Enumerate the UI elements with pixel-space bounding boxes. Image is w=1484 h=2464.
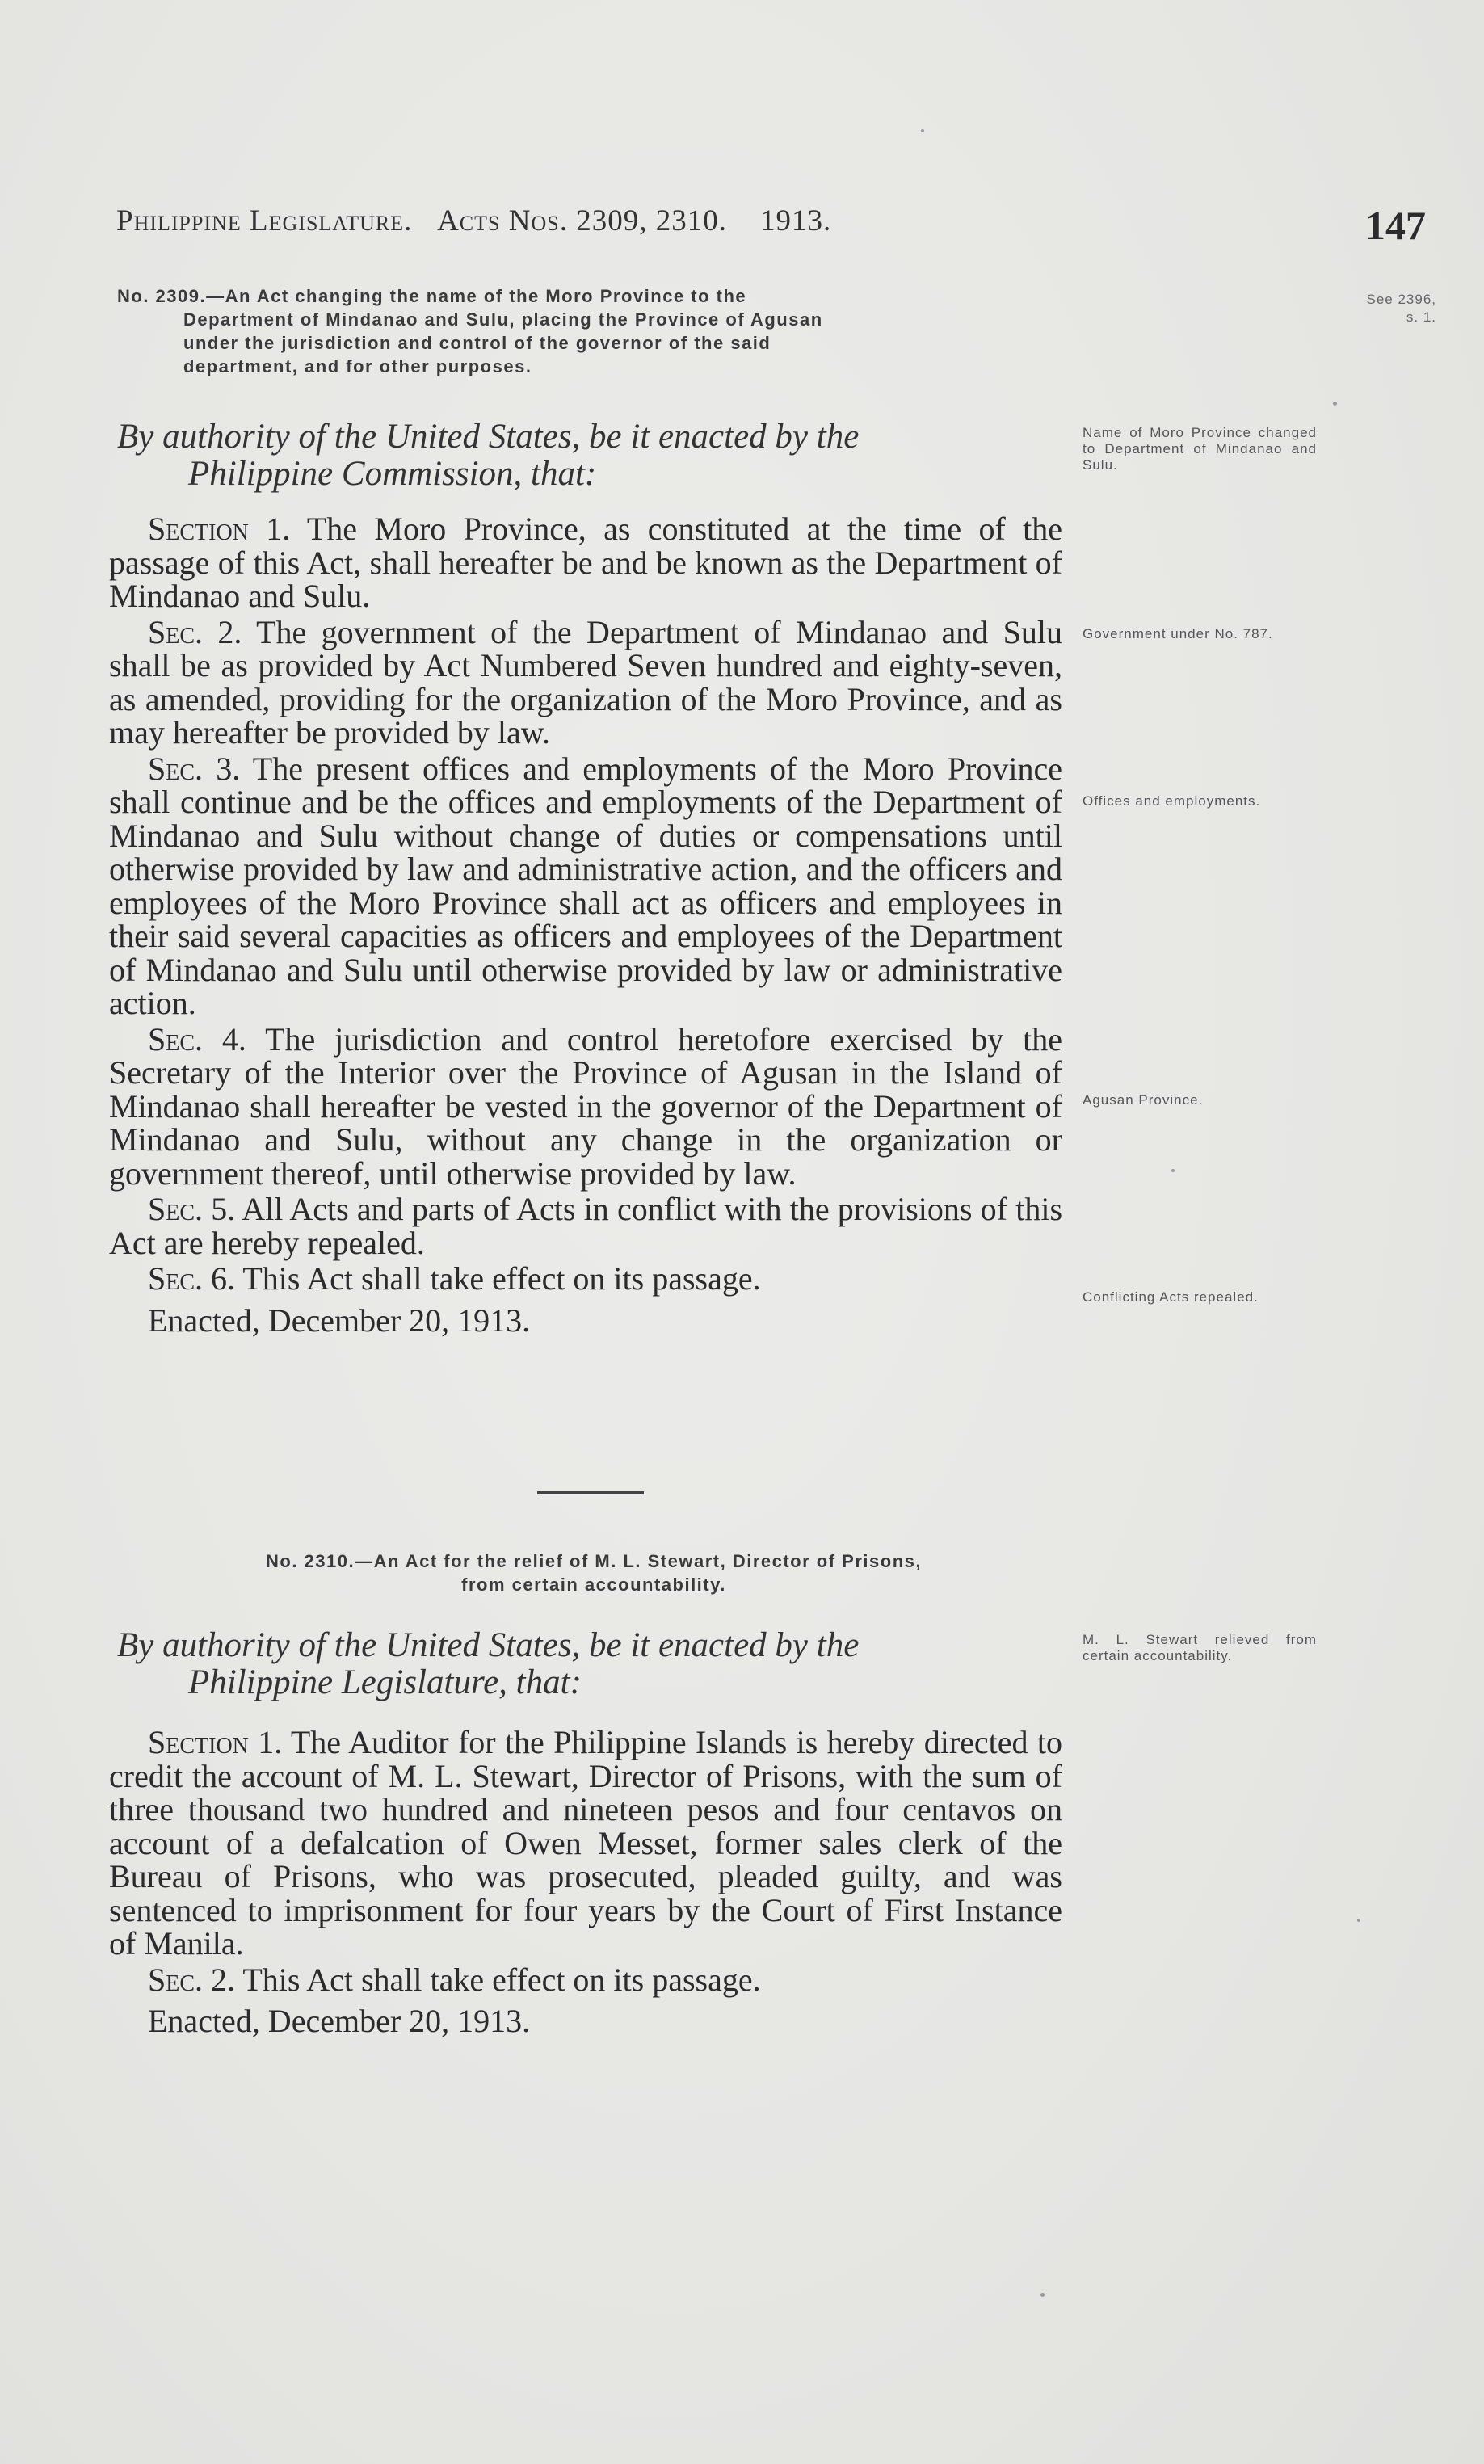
page-number: 147 (1365, 203, 1426, 248)
running-head (116, 204, 1045, 238)
section-divider (537, 1491, 644, 1494)
section-label: Sec. 3. (148, 750, 241, 787)
section-text: The government of the Department of Mindanao and Sulu shall be as provided by Act Numbered Seven hundred and eighty-seven, as amended, providing for the organization of the Moro Province, and as may hereafter be provided by law. (109, 613, 1063, 751)
paper-speck (1333, 402, 1337, 406)
act-2309-enacting-clause (117, 418, 1066, 493)
section-text: This Act shall take effect on its passage. (242, 1961, 761, 1998)
act-2309-body (109, 512, 1062, 1337)
section-label: Sec. 6. (148, 1260, 236, 1297)
section-paragraph (109, 613, 1063, 751)
act-2310-enacting-clause (117, 1627, 1066, 1701)
section-text: The Auditor for the Philippine Islands is hereby directed to credit the account of M. L. Stewart, Director of Prisons, with the sum of three thousand two hundred and nineteen pesos and four centavos on account of a defalcation of Owen Messet, former sales clerk of the Bureau of Prisons, who was prosecuted, pleaded guilty, and was sentenced to imprisonment for four years by the Court of First Instance of Manila. (109, 1724, 1063, 1962)
running-head-acts: Acts Nos. 2309, 2310. (437, 204, 727, 238)
section-label: Sec. 2. (148, 613, 242, 650)
margin-note: Agusan Province. (1083, 1092, 1204, 1108)
section-label: Sec. 5. (148, 1191, 236, 1227)
cross-reference-line1: See 2396, (1366, 292, 1436, 307)
enacted-date: Enacted, December 20, 1913. (148, 1301, 531, 1339)
paper-speck (1040, 2293, 1045, 2297)
paper-speck (1171, 1169, 1175, 1172)
act-2309-heading-line3: under the jurisdiction and control of the governor of the said (183, 333, 771, 353)
margin-note: M. L. Stewart relieved from certain accountability. (1083, 1632, 1317, 1663)
paper-speck (921, 129, 924, 132)
margin-note: Government under No. 787. (1083, 626, 1273, 641)
act-2310-body (109, 1726, 1062, 2038)
section-text: The jurisdiction and control heretofore exercised by the Secretary of the Interior over the Province of Agusan in the Island of Mindanao shall hereafter be vested in the governor of the Department of Mindanao and Sulu, without any change in the organization or government thereof, until otherwise provided by law. (109, 1020, 1062, 1192)
running-head-year: 1913. (759, 204, 832, 238)
act-2310-heading-line1: No. 2310.—An Act for the relief of M. L. Stewart, Director of Prisons, (266, 1551, 922, 1571)
running-head-legislature: Philippine Legislature. (116, 204, 413, 238)
section-paragraph (109, 752, 1062, 1020)
section-label: Section 1. (148, 511, 291, 547)
section-label: Sec. 4. (148, 1020, 246, 1058)
margin-note: Conflicting Acts repealed. (1083, 1289, 1259, 1305)
section-label: Section 1. (148, 1724, 283, 1760)
section-paragraph (109, 1963, 1062, 1997)
margin-note: Name of Moro Province changed to Department of Mindanao and Sulu. (1083, 425, 1317, 473)
cross-reference-line2: s. 1. (1406, 309, 1436, 325)
section-text: The present offices and employments of the Moro Province shall continue and be the offices and employments of the Department of Mindanao and Sulu without change of duties or compensations until otherwise provided by law and administrative action, and the officers and employees of the Moro Province shall act as officers and employees in their said several capacities as officers and employees of the Department of Mindanao and Sulu until otherwise provided by law or administrative action. (109, 750, 1062, 1021)
act-2309-heading-line4: department, and for other purposes. (183, 356, 532, 376)
section-paragraph (109, 1262, 1062, 1296)
paper-speck (1357, 1919, 1360, 1922)
margin-note: Offices and employments. (1083, 793, 1261, 809)
act-2310-heading-line2: from certain accountability. (461, 1575, 726, 1595)
act-2309-enacting-line2: Philippine Commission, that: (188, 455, 597, 493)
section-text: The Moro Province, as constituted at the time of the passage of this Act, shall hereafter be and be known as the Department of Mindanao and Sulu. (109, 511, 1063, 614)
section-text: All Acts and parts of Acts in conflict with the provisions of this Act are hereby repealed. (109, 1191, 1063, 1261)
section-paragraph (109, 512, 1062, 613)
act-2310-enacting-line1: By authority of the United States, be it enacted by the (117, 1626, 860, 1664)
enacted-date: Enacted, December 20, 1913. (148, 2003, 531, 2039)
section-text: This Act shall take effect on its passage. (242, 1260, 761, 1297)
section-paragraph (109, 1726, 1062, 1961)
act-2309-enacting-line1: By authority of the United States, be it enacted by the (117, 418, 860, 456)
section-paragraph (109, 1192, 1062, 1259)
act-2309-heading (117, 284, 1070, 378)
act-2309-heading-line1: No. 2309.—An Act changing the name of the Moro Province to the (117, 286, 747, 306)
act-2310-heading (117, 1549, 1087, 1596)
section-paragraph (109, 1020, 1062, 1192)
section-label: Sec. 2. (148, 1961, 236, 1998)
act-2309-heading-line2: Department of Mindanao and Sulu, placing the Province of Agusan (183, 309, 823, 330)
cross-reference (1283, 291, 1436, 326)
act-2310-enacting-line2: Philippine Legislature, that: (188, 1663, 582, 1701)
